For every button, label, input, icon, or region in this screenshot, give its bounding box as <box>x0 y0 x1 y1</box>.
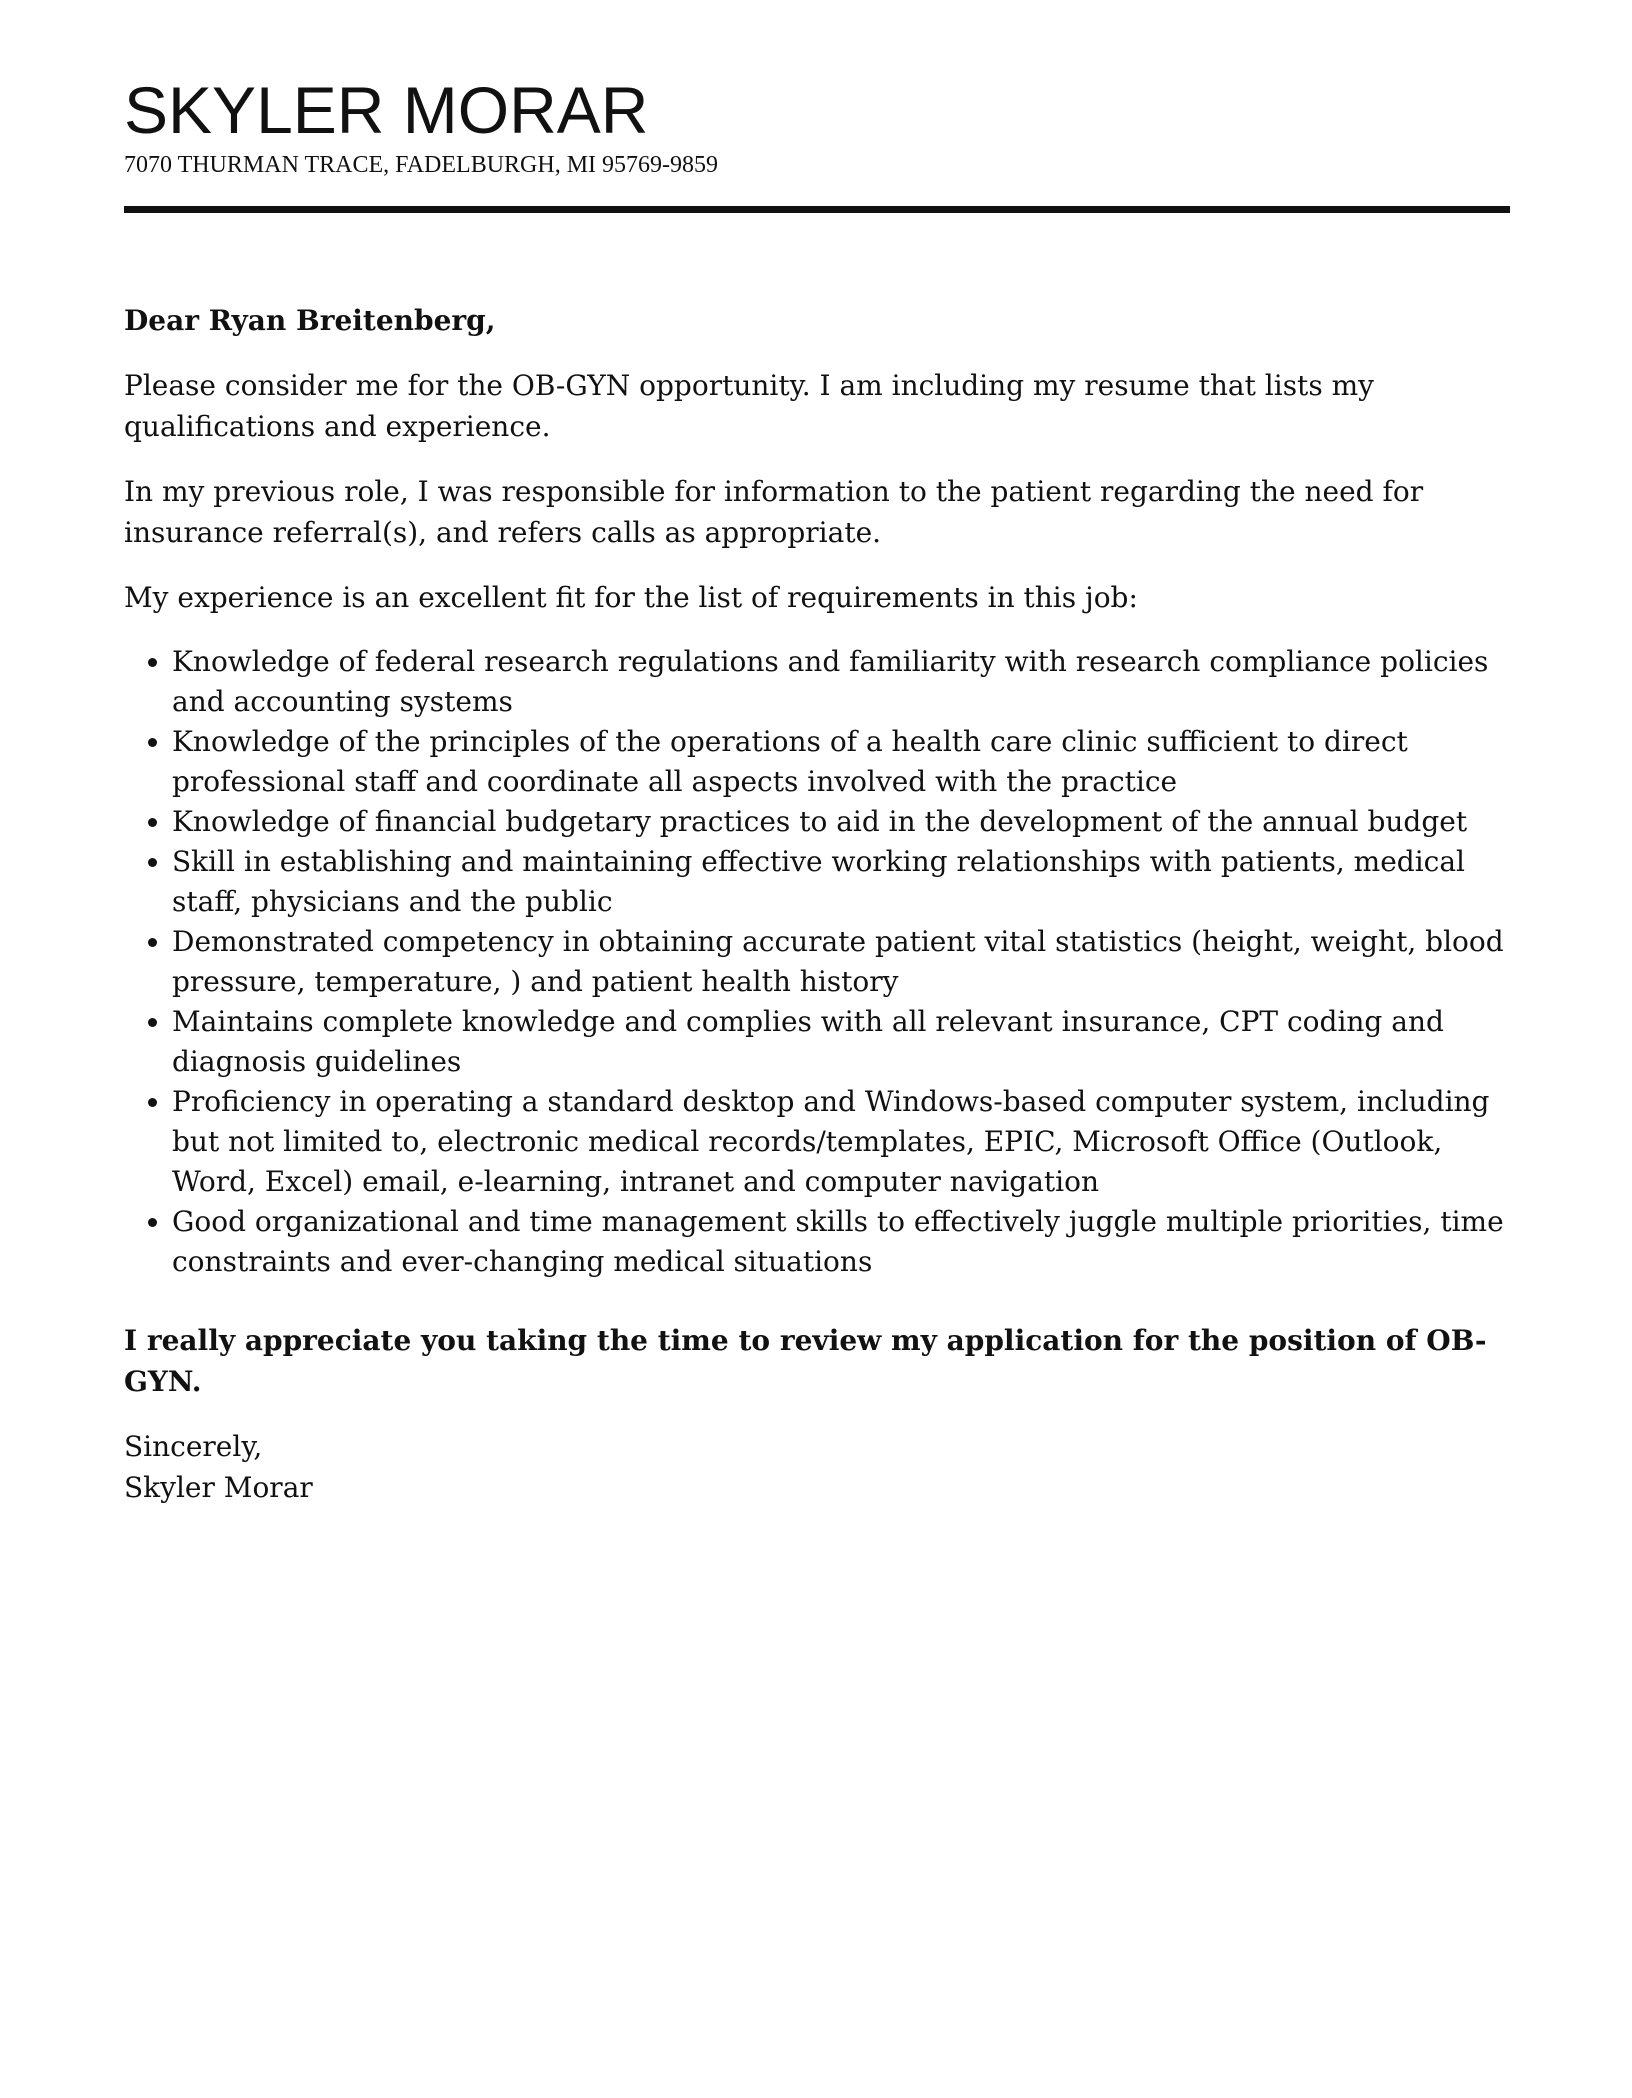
signature-name: Skyler Morar <box>124 1471 313 1504</box>
list-item: • Knowledge of federal research regulations and familiarity with research compliance policies and accounting systems <box>172 642 1510 722</box>
list-item: • Knowledge of financial budgetary practices to aid in the development of the annual budget <box>172 802 1510 842</box>
list-item: • Good organizational and time management skills to effectively juggle multiple priorities, time constraints and ever-changing medical situations <box>172 1202 1510 1282</box>
list-item: • Maintains complete knowledge and complies with all relevant insurance, CPT coding and diagnosis guidelines <box>172 1002 1510 1082</box>
experience-paragraph: In my previous role, I was responsible for information to the patient regarding the need for insurance referral(s), and refers calls as appropriate. <box>124 475 1424 549</box>
letter-body <box>124 300 1510 1508</box>
salutation: Dear Ryan Breitenberg, <box>124 304 496 337</box>
list-item: • Proficiency in operating a standard desktop and Windows-based computer system, including but not limited to, electronic medical records/templates, EPIC, Microsoft Office (Outlook, Word, Excel) email, e-learning, intranet and computer navigation <box>172 1082 1510 1202</box>
requirements-intro: My experience is an excellent fit for the list of requirements in this job: <box>124 581 1138 614</box>
list-item: • Knowledge of the principles of the operations of a health care clinic sufficient to direct professional staff and coordinate all aspects involved with the practice <box>172 722 1510 802</box>
signoff-block <box>124 1426 1510 1508</box>
applicant-name: SKYLER MORAR <box>124 73 649 147</box>
header-divider <box>124 206 1510 213</box>
signoff-text: Sincerely, <box>124 1430 263 1463</box>
intro-paragraph: Please consider me for the OB-GYN opportunity. I am including my resume that lists my qualifications and experience. <box>124 369 1374 443</box>
closing-statement: I really appreciate you taking the time to review my application for the position of OB-GYN. <box>124 1324 1487 1398</box>
applicant-address: 7070 THURMAN TRACE, FADELBURGH, MI 95769-9859 <box>124 152 719 178</box>
list-item: • Skill in establishing and maintaining effective working relationships with patients, medical staff, physicians and the public <box>172 842 1510 922</box>
requirements-list <box>124 642 1510 1282</box>
list-item: • Demonstrated competency in obtaining accurate patient vital statistics (height, weight, blood pressure, temperature, ) and patient health history <box>172 922 1510 1002</box>
